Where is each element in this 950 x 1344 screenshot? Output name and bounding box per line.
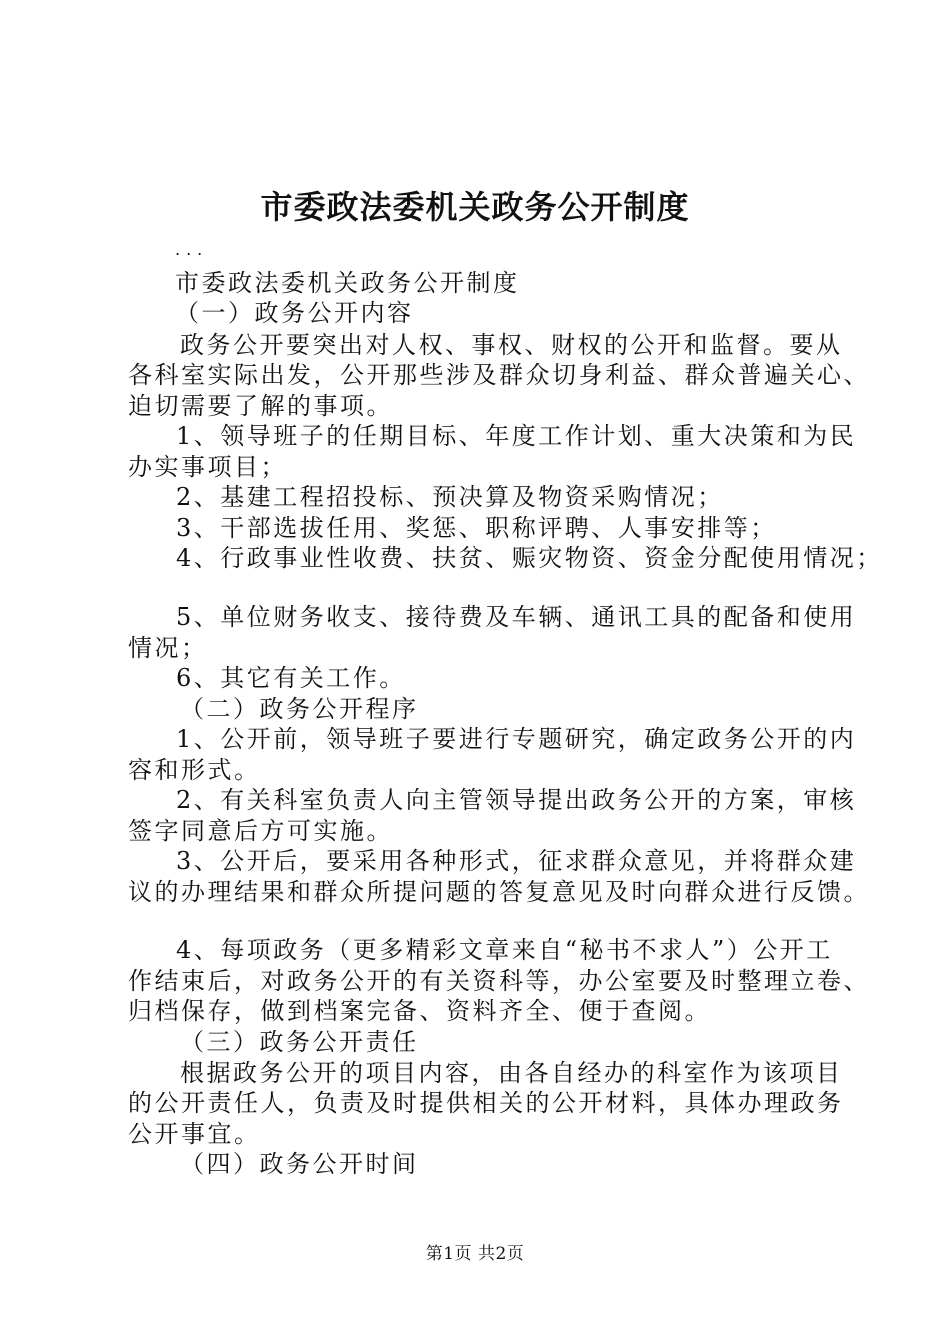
section-heading: （二）政务公开程序 [180, 695, 419, 723]
list-item: 归档保存，做到档案完备、资料齐全、便于查阅。 [128, 997, 711, 1025]
list-item: 办实事项目； [128, 453, 287, 481]
list-item: 4、每项政务（更多精彩文章来自“秘书不求人”）公开工 [176, 936, 833, 964]
paragraph-line: 公开事宜。 [128, 1120, 261, 1148]
ellipsis-marker: ... [175, 240, 209, 259]
list-item: 3、公开后，要采用各种形式，征求群众意见，并将群众建 [176, 847, 857, 875]
section-heading: （一）政务公开内容 [175, 299, 414, 327]
list-item: 容和形式。 [128, 756, 261, 784]
list-item: 1、公开前，领导班子要进行专题研究，确定政务公开的内 [176, 725, 857, 753]
list-item: 情况； [128, 634, 208, 662]
page-footer: 第1页 共2页 [425, 1244, 525, 1264]
page-title: 市委政法委机关政务公开制度 [260, 188, 690, 226]
paragraph-line: 根据政务公开的项目内容，由各自经办的科室作为该项目 [180, 1059, 843, 1087]
paragraph-line: 的公开责任人，负责及时提供相关的公开材料，具体办理政务 [128, 1089, 844, 1117]
doc-subtitle: 市委政法委机关政务公开制度 [175, 269, 520, 297]
list-item: 议的办理结果和群众所提问题的答复意见及时向群众进行反馈。 [128, 878, 870, 906]
list-item: 1、领导班子的任期目标、年度工作计划、重大决策和为民 [176, 422, 857, 450]
list-item: 5、单位财务收支、接待费及车辆、通讯工具的配备和使用 [176, 603, 857, 631]
paragraph-line: 迫切需要了解的事项。 [128, 392, 393, 420]
list-item: 6、其它有关工作。 [176, 664, 406, 692]
list-item: 4、行政事业性收费、扶贫、赈灾物资、资金分配使用情况； [176, 544, 883, 572]
section-heading: （四）政务公开时间 [180, 1150, 419, 1178]
list-item: 作结束后，对政务公开的有关资科等，办公室要及时整理立卷、 [128, 967, 870, 995]
list-item: 3、干部选拔任用、奖惩、职称评聘、人事安排等； [176, 514, 777, 542]
section-heading: （三）政务公开责任 [180, 1028, 419, 1056]
list-item: 2、基建工程招投标、预决算及物资采购情况； [176, 483, 724, 511]
list-item: 签字同意后方可实施。 [128, 817, 393, 845]
paragraph-line: 政务公开要突出对人权、事权、财权的公开和监督。要从 [180, 331, 843, 359]
paragraph-line: 各科室实际出发，公开那些涉及群众切身利益、群众普遍关心、 [128, 361, 870, 389]
list-item: 2、有关科室负责人向主管领导提出政务公开的方案，审核 [176, 786, 857, 814]
